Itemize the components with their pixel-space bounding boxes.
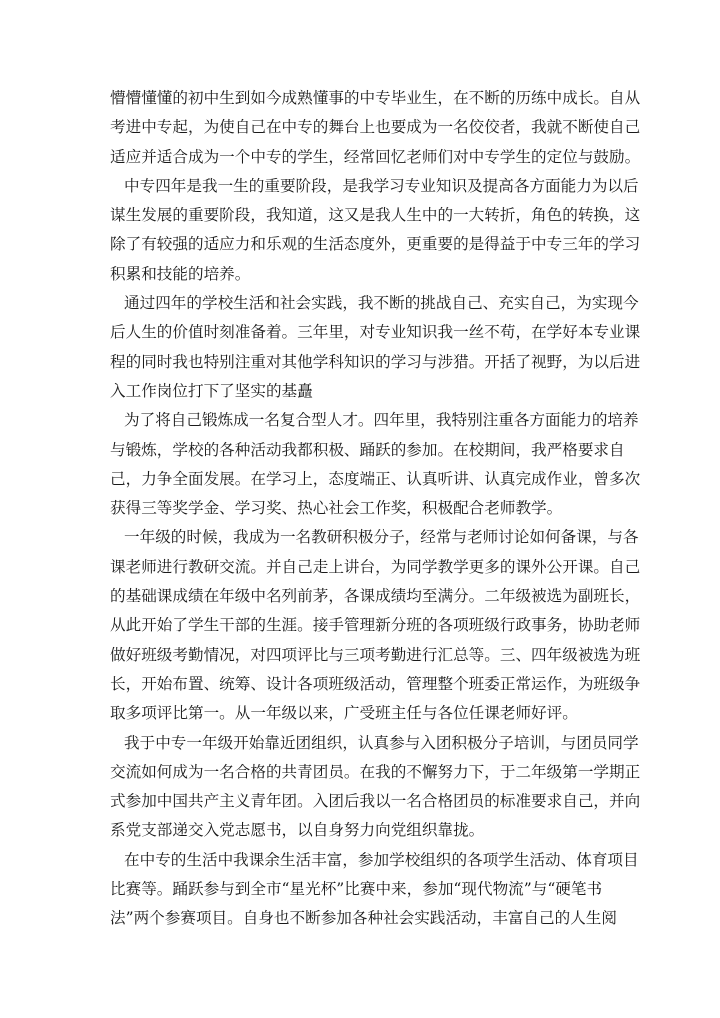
text-line: 适应并适合成为一个中专的学生，经常回忆老师们对中专学生的定位与鼓励。 <box>110 147 641 166</box>
text-line: 系党支部递交入党志愿书，以自身努力向党组织靠拢。 <box>110 821 485 840</box>
text-line: 比赛等。踊跃参与到全市“星光杯”比赛中来，参加“现代物流”与“硬笔书 <box>110 880 603 899</box>
text-line: 除了有较强的适应力和乐观的生活态度外，更重要的是得益于中专三年的学习 <box>110 235 641 254</box>
text-line: 考进中专起，为使自己在中专的舞台上也要成为一名佼佼者，我就不断使自己 <box>110 118 641 137</box>
text-line: 长，开始布置、统筹、设计各项班级活动，管理整个班委正常运作，为班级争 <box>110 674 641 693</box>
text-line: 交流如何成为一名合格的共青团员。在我的不懈努力下，于二年级第一学期正 <box>110 762 641 781</box>
text-line: 中专四年是我一生的重要阶段，是我学习专业知识及提高各方面能力为以后 <box>124 176 639 195</box>
text-line: 从此开始了学生干部的生涯。接手管理新分班的各项班级行政事务，协助老师 <box>110 616 641 635</box>
text-line: 懵懵懂懂的初中生到如今成熟懂事的中专毕业生，在不断的历练中成长。自从 <box>110 89 641 107</box>
text-line: 获得三等奖学金、学习奖、热心社会工作奖，积极配合老师教学。 <box>110 499 563 518</box>
text-line: 课老师进行教研交流。并自己走上讲台，为同学教学更多的课外公开课。自己 <box>110 557 641 576</box>
text-line: 式参加中国共产主义青年团。入团后我以一名合格团员的标准要求自己，并向 <box>110 792 641 811</box>
text-line: 入工作岗位打下了坚实的基矗 <box>110 381 313 400</box>
text-line: 己，力争全面发展。在学习上，态度端正、认真听讲、认真完成作业，曾多次 <box>110 469 641 488</box>
text-line: 积累和技能的培养。 <box>110 264 251 283</box>
document-body <box>110 84 641 934</box>
text-line: 在中专的生活中我课余生活丰富，参加学校组织的各项学生活动、体育项目 <box>124 850 639 869</box>
text-line: 取多项评比第一。从一年级以来，广受班主任与各位任课老师好评。 <box>110 704 578 723</box>
text-line: 的基础课成绩在年级中名列前茅，各课成绩均至满分。二年级被选为副班长， <box>110 587 641 606</box>
text-line: 与锻炼，学校的各种活动我都积极、踊跃的参加。在校期间，我严格要求自 <box>110 440 625 459</box>
text-line: 做好班级考勤情况，对四项评比与三项考勤进行汇总等。三、四年级被选为班 <box>110 645 641 664</box>
text-line: 通过四年的学校生活和社会实践，我不断的挑战自己、充实自己，为实现今 <box>124 294 639 313</box>
text-line: 为了将自己锻炼成一名复合型人才。四年里，我特别注重各方面能力的培养 <box>124 411 639 430</box>
text-line: 谋生发展的重要阶段，我知道，这又是我人生中的一大转折，角色的转换，这 <box>110 206 641 225</box>
text-line: 法”两个参赛项目。自身也不断参加各种社会实践活动，丰富自己的人生阅 <box>110 909 617 928</box>
text-line: 后人生的价值时刻准备着。三年里，对专业知识我一丝不苟，在学好本专业课 <box>110 323 641 342</box>
text-line: 程的同时我也特别注重对其他学科知识的学习与涉猎。开括了视野，为以后进 <box>110 352 641 371</box>
text-line: 一年级的时候，我成为一名教研积极分子，经常与老师讨论如何备课，与各 <box>124 528 639 547</box>
text-line: 我于中专一年级开始靠近团组织，认真参与入团积极分子培训，与团员同学 <box>124 733 639 752</box>
